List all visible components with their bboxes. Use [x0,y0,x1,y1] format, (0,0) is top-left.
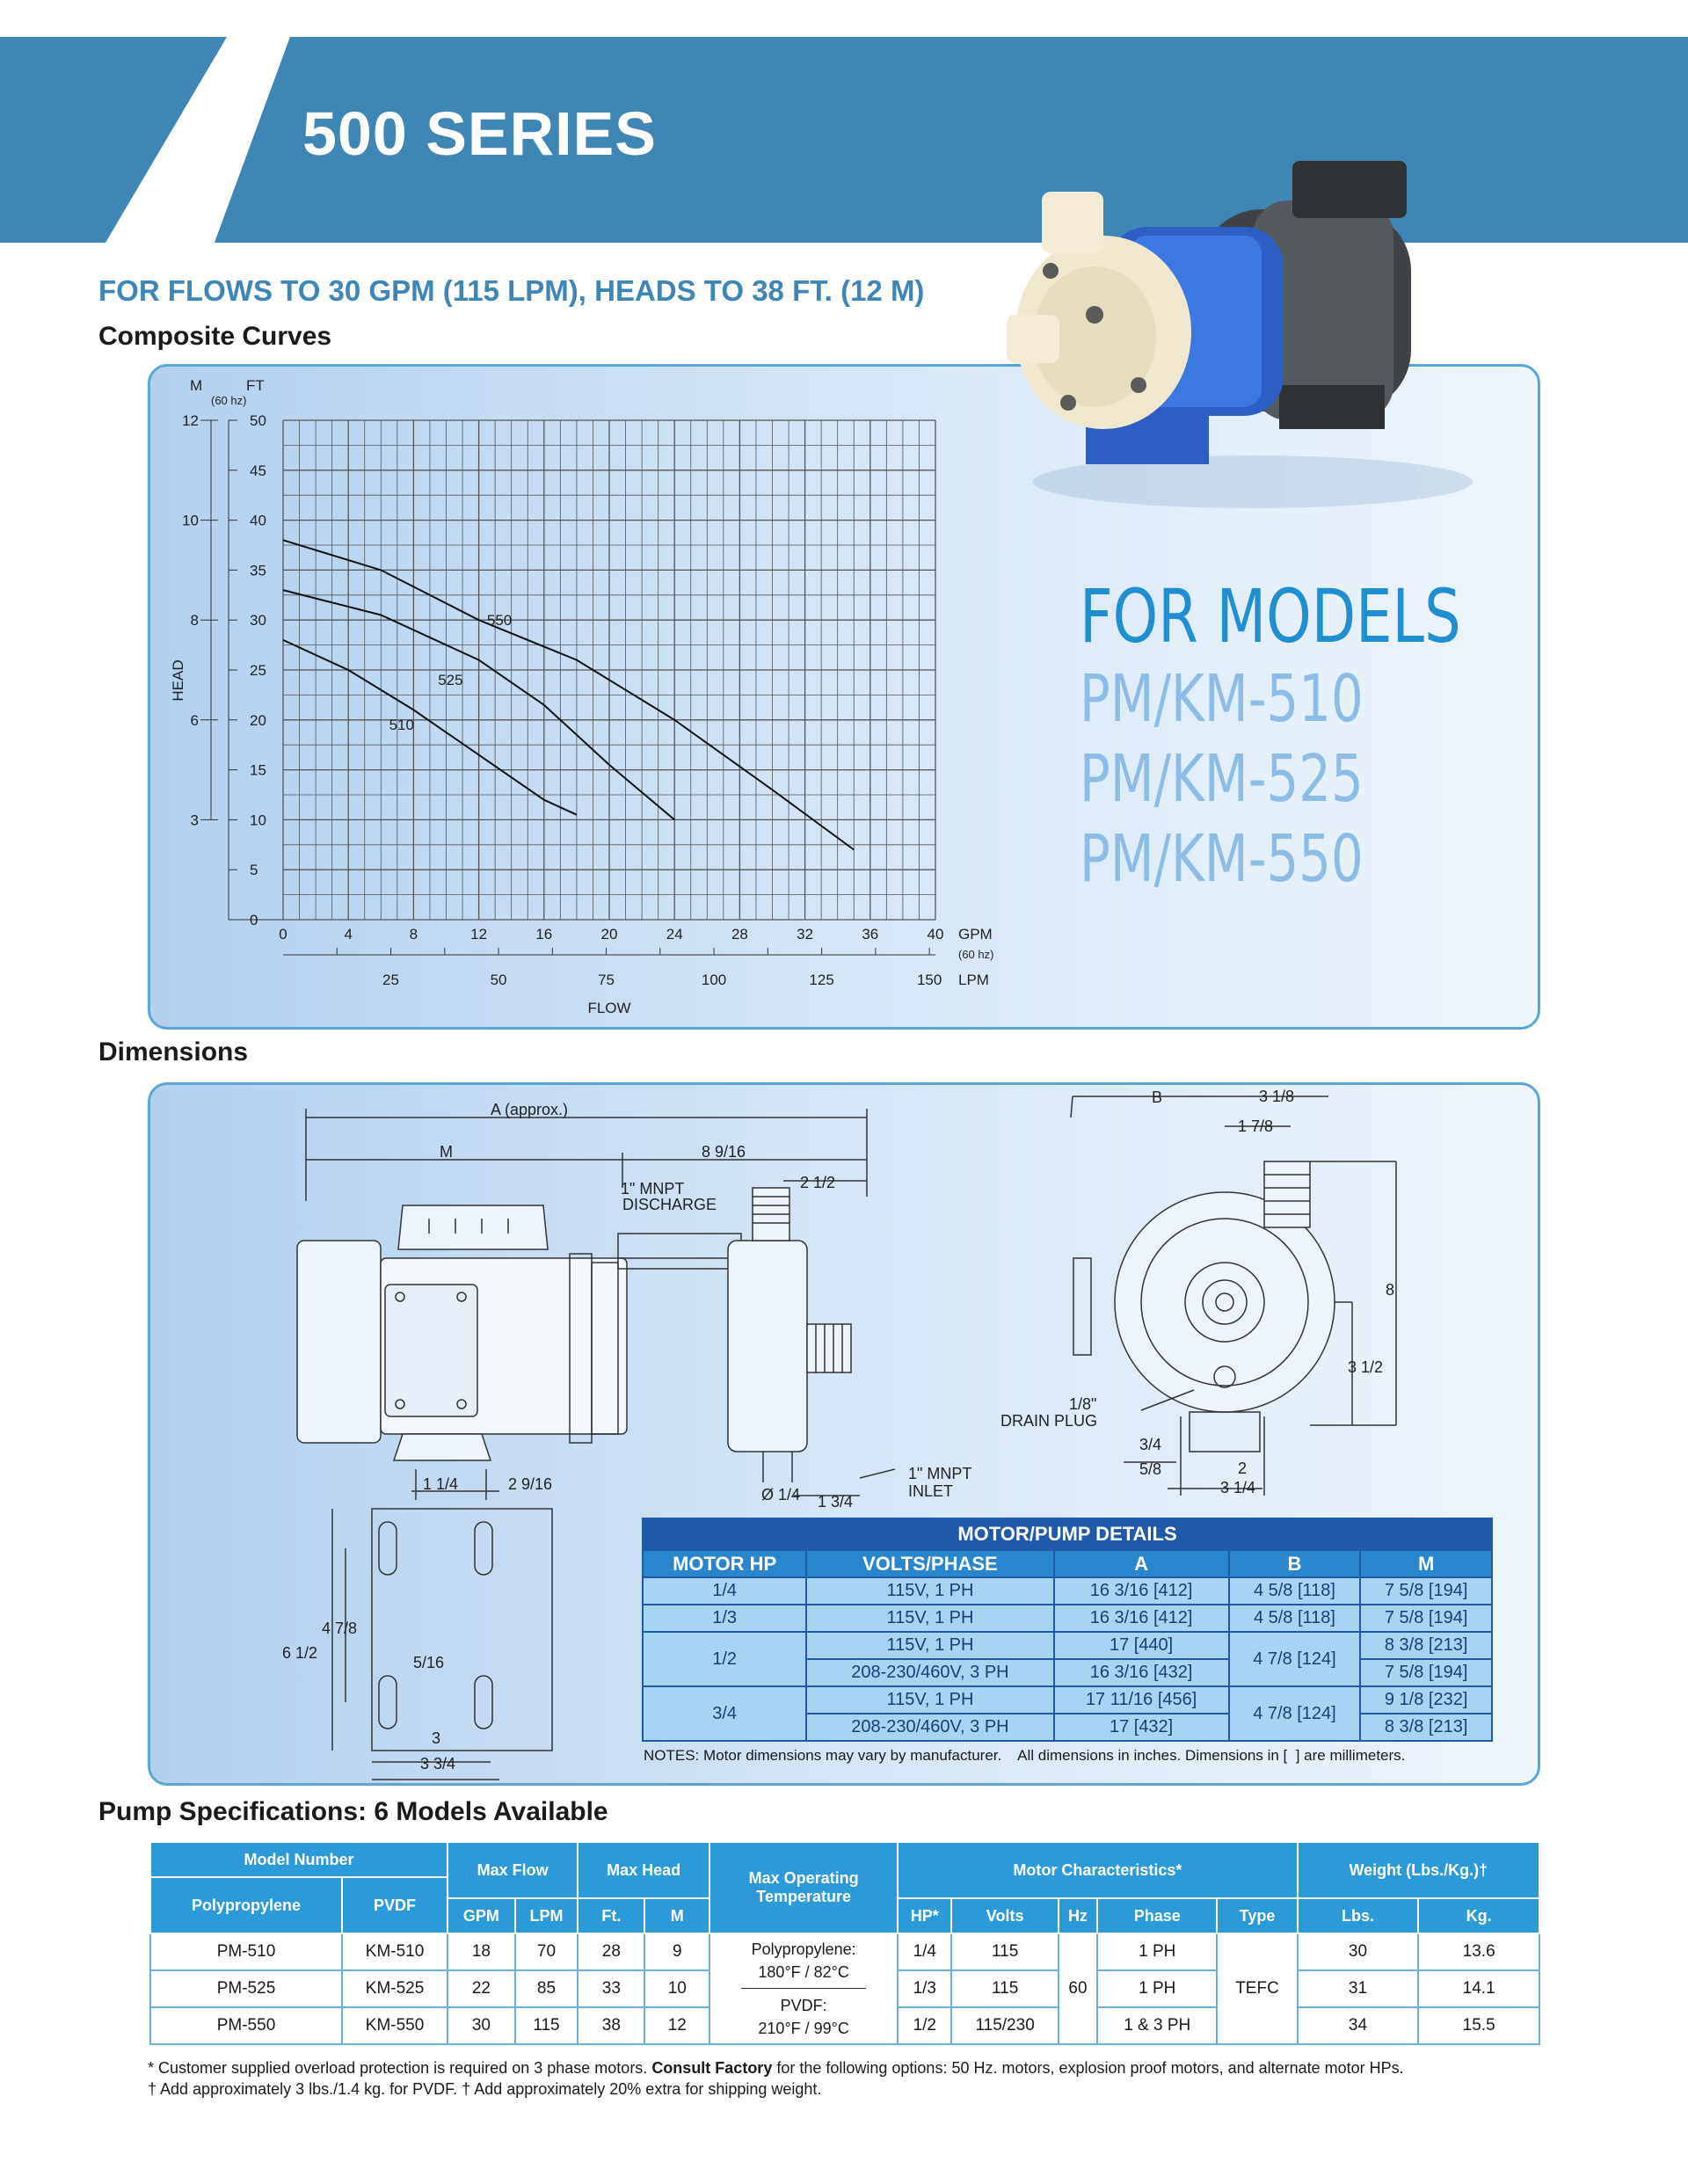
lpm-tick-label: 25 [382,972,399,988]
m-tick-label: 3 [190,812,199,829]
sub-header: Ft. [578,1898,644,1933]
column-header: M [1360,1550,1492,1577]
table-cell: 15.5 [1418,2007,1539,2044]
table-cell: 28 [578,1933,644,1970]
table-cell: 1/2 [898,2007,951,2044]
lpm-tick-label: 50 [490,972,507,988]
y-unit-secondary: M [190,377,203,394]
temperature-cell [709,1933,898,2044]
motor-pump-details-table [642,1518,1493,1742]
temp-pvdf-label: PVDF: [780,1996,827,2014]
dim-label: 1" MNPT [908,1465,972,1482]
table-cell: PM-525 [150,1970,342,2007]
column-header: MOTOR HP [643,1550,806,1577]
ft-tick-label: 15 [250,761,266,779]
pump-specifications-heading: Pump Specifications: 6 Models Available [98,1797,608,1826]
dim-label: 3 3/4 [420,1755,456,1773]
group-header: Model Number [150,1842,447,1877]
temp-pp-value: 180°F / 82°C [741,1961,866,1988]
dim-label: 3 1/4 [1220,1479,1256,1496]
x-unit-secondary: LPM [958,972,989,988]
dim-label: 3 [432,1729,441,1747]
table-cell: 16 3/16 [412] [1054,1577,1229,1605]
table-cell: 12 [644,2007,709,2044]
sub-header: Hz [1059,1898,1097,1933]
type-cell: TEFC [1217,1933,1297,2044]
table-cell: KM-525 [342,1970,447,2007]
table-cell: 10 [644,1970,709,2007]
dim-label: Ø 1/4 [761,1486,801,1503]
series-title: 500 SERIES [302,99,657,168]
table-cell: 115/230 [951,2007,1058,2044]
model-label: PM/KM-550 [1080,821,1364,897]
table-cell: 30 [447,2007,515,2044]
dim-label: 4 7/8 [322,1620,358,1637]
table-cell: 4 7/8 [124] [1229,1686,1361,1741]
table-cell: 115V, 1 PH [806,1632,1053,1659]
group-header: Max Head [578,1842,709,1898]
ft-tick-label: 10 [250,812,266,829]
sub-header: HP* [898,1898,951,1933]
hz-cell: 60 [1059,1933,1097,2044]
table-row [643,1632,1492,1659]
temp-pp-label: Polypropylene: [751,1940,856,1959]
table-cell: 4 5/8 [118] [1229,1605,1361,1632]
lpm-tick-label: 100 [701,972,727,988]
sub-header: LPM [515,1898,578,1933]
group-header: Max Flow [447,1842,578,1898]
table-cell: KM-550 [342,2007,447,2044]
x-unit-primary: GPM [958,926,993,943]
curve-label: 525 [438,672,463,689]
curve-label: 510 [389,717,414,734]
table-cell: 16 3/16 [432] [1054,1659,1229,1686]
footnote-text: for the following options: 50 Hz. motors, explosion proof motors, and alternate motor HPs. [772,2059,1404,2077]
table-cell: 30 [1298,1933,1419,1970]
dim-label: 5/8 [1139,1460,1162,1478]
dim-label: DRAIN PLUG [1000,1412,1098,1430]
dim-label: 2 9/16 [508,1475,553,1493]
ft-tick-label: 25 [250,662,266,679]
footnote-2: † Add approximately 3 lbs./1.4 kg. for PVDF. † Add approximately 20% extra for shipping weight. [148,2080,822,2098]
ft-tick-label: 0 [250,912,258,928]
m-tick-label: 10 [182,512,199,529]
footnote-1 [148,2059,1404,2078]
table-cell: 1 PH [1097,1970,1217,2007]
sub-header: Lbs. [1298,1898,1419,1933]
dim-label: 2 1/2 [800,1174,836,1191]
dim-label: 8 9/16 [702,1143,746,1161]
for-models-title: FOR MODELS [1080,573,1461,659]
group-header: Weight (Lbs./Kg.)† [1298,1842,1539,1898]
ft-tick-label: 30 [250,612,266,630]
footnote-text: * Customer supplied overload protection is required on 3 phase motors. [148,2059,652,2077]
table-cell: 1 PH [1097,1933,1217,1970]
dim-label: 1 3/4 [818,1493,854,1511]
dimensions-heading: Dimensions [98,1037,249,1067]
gpm-tick-label: 36 [862,926,879,943]
lpm-tick-label: 125 [809,972,834,988]
ft-tick-label: 40 [250,512,266,529]
sub-header: Polypropylene [150,1877,342,1933]
table-cell: 33 [578,1970,644,2007]
table-cell: 115 [951,1933,1058,1970]
group-header: Max Operating Temperature [709,1842,898,1933]
ft-tick-label: 50 [250,412,266,429]
gpm-tick-label: 40 [927,926,944,943]
table-cell: 1 & 3 PH [1097,2007,1217,2044]
dim-label: 1 1/4 [423,1475,459,1493]
dim-label: 3 1/8 [1259,1088,1295,1105]
table-cell: 17 [440] [1054,1632,1229,1659]
table-notes [644,1747,1405,1765]
pump-photo [989,148,1490,535]
gpm-tick-label: 4 [344,926,353,943]
gpm-tick-label: 20 [600,926,618,943]
notes-label: NOTES: [644,1747,700,1764]
sub-header: Type [1217,1898,1297,1933]
table-cell: 85 [515,1970,578,2007]
dim-label: A (approx.) [491,1101,569,1118]
composite-curves-heading: Composite Curves [98,322,332,351]
column-header: A [1054,1550,1229,1577]
ft-tick-label: 20 [250,711,266,729]
notes-text: Motor dimensions may vary by manufacturer. All dimensions in inches. Dimensions in [ ] are millimeters. [703,1747,1406,1764]
sub-header: Volts [951,1898,1058,1933]
table-cell: 17 11/16 [456] [1054,1686,1229,1714]
dim-label: 3 1/2 [1348,1358,1384,1376]
model-label: PM/KM-525 [1080,741,1364,817]
lpm-tick-label: 75 [598,972,615,988]
dim-label: 1/8" [1069,1395,1097,1413]
column-header: VOLTS/PHASE [806,1550,1053,1577]
table-row [643,1605,1492,1632]
table-caption: MOTOR/PUMP DETAILS [643,1518,1492,1550]
table-cell: 115V, 1 PH [806,1605,1053,1632]
table-cell: 4 5/8 [118] [1229,1577,1361,1605]
pump-specifications-table [149,1841,1540,2045]
dim-label: 2 [1238,1460,1248,1477]
group-header: Motor Characteristics* [898,1842,1298,1898]
table-cell: 14.1 [1418,1970,1539,2007]
table-cell: 18 [447,1933,515,1970]
table-cell: PM-510 [150,1933,342,1970]
table-cell: 22 [447,1970,515,2007]
table-cell: 1/4 [643,1577,806,1605]
gpm-tick-label: 24 [666,926,683,943]
table-cell: 208-230/460V, 3 PH [806,1659,1053,1686]
ft-tick-label: 5 [250,862,258,879]
table-row [643,1577,1492,1605]
y-unit-primary: FT [246,377,265,394]
table-cell: 8 3/8 [213] [1360,1714,1492,1741]
dim-label: B [1152,1088,1163,1106]
table-cell: 3/4 [643,1686,806,1741]
table-cell: 31 [1298,1970,1419,2007]
table-cell: PM-550 [150,2007,342,2044]
y-unit-note: (60 hz) [211,394,247,407]
table-cell: 115V, 1 PH [806,1686,1053,1714]
table-cell: 208-230/460V, 3 PH [806,1714,1053,1741]
gpm-tick-label: 0 [279,926,287,943]
gpm-tick-label: 8 [409,926,418,943]
table-row [643,1686,1492,1714]
table-row [150,1933,1539,1970]
curve-label: 550 [486,611,513,629]
lpm-tick-label: 150 [916,972,942,988]
table-cell: 34 [1298,2007,1419,2044]
gpm-tick-label: 12 [470,926,488,943]
table-cell: 9 [644,1933,709,1970]
dim-label: 3/4 [1139,1436,1162,1453]
table-cell: 1/4 [898,1933,951,1970]
table-cell: 1/2 [643,1632,806,1686]
table-cell: 70 [515,1933,578,1970]
footnote-bold: Consult Factory [651,2059,773,2077]
page-subtitle: FOR FLOWS TO 30 GPM (115 LPM), HEADS TO 38 FT. (12 M) [98,274,925,307]
model-label: PM/KM-510 [1080,661,1364,737]
table-cell: 115 [951,1970,1058,2007]
sub-header: Phase [1097,1898,1217,1933]
dim-label: 1 7/8 [1238,1117,1274,1135]
ft-tick-label: 45 [250,462,266,479]
temp-pvdf-value: 210°F / 99°C [758,2019,849,2037]
table-cell: 115 [515,2007,578,2044]
table-cell: 4 7/8 [124] [1229,1632,1361,1686]
table-cell: 1/3 [643,1605,806,1632]
column-header: B [1229,1550,1361,1577]
gpm-tick-label: 32 [797,926,814,943]
dim-label: DISCHARGE [622,1196,717,1213]
sub-header: GPM [447,1898,515,1933]
table-cell: 7 5/8 [194] [1360,1577,1492,1605]
table-cell: 17 [432] [1054,1714,1229,1741]
ft-tick-label: 35 [250,562,266,579]
gpm-tick-label: 16 [535,926,553,943]
table-cell: 38 [578,2007,644,2044]
x-unit-note: (60 hz) [958,948,994,961]
table-cell: 7 5/8 [194] [1360,1605,1492,1632]
banner-slash-graphic [0,37,290,243]
m-tick-label: 8 [190,612,199,630]
y-axis-label: HEAD [170,659,186,702]
table-cell: 8 3/8 [213] [1360,1632,1492,1659]
table-cell: 9 1/8 [232] [1360,1686,1492,1714]
dim-label: M [440,1143,453,1161]
dim-label: 5/16 [413,1654,445,1671]
table-cell: 7 5/8 [194] [1360,1659,1492,1686]
gpm-tick-label: 28 [731,926,748,943]
table-cell: KM-510 [342,1933,447,1970]
sub-header: PVDF [342,1877,447,1933]
x-axis-label: FLOW [587,1000,631,1016]
dim-label: INLET [908,1482,954,1500]
dim-label: 6 1/2 [282,1644,318,1662]
dim-label: 1" MNPT [621,1180,685,1198]
m-tick-label: 6 [190,711,199,729]
m-tick-label: 12 [182,412,199,429]
table-cell: 115V, 1 PH [806,1577,1053,1605]
sub-header: Kg. [1418,1898,1539,1933]
dim-label: 8 [1386,1281,1395,1299]
sub-header: M [644,1898,709,1933]
table-cell: 13.6 [1418,1933,1539,1970]
table-cell: 16 3/16 [412] [1054,1605,1229,1632]
table-cell: 1/3 [898,1970,951,2007]
